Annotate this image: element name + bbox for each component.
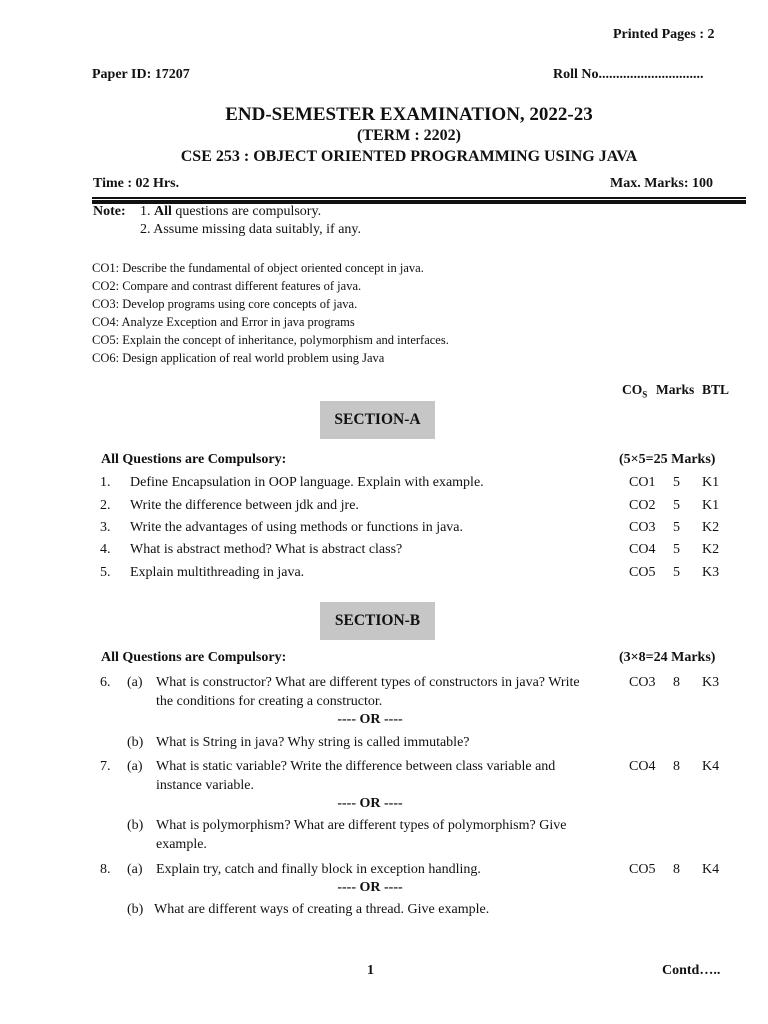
- or-divider: ---- OR ----: [337, 880, 403, 895]
- question-text: What is static variable? Write the difference between class variable and: [156, 759, 556, 774]
- question-number: 5.: [100, 565, 111, 580]
- question-btl: K2: [702, 542, 720, 557]
- or-divider: ---- OR ----: [337, 796, 403, 811]
- question-text: What is constructor? What are different types of constructors in java? Write: [156, 675, 580, 690]
- question-text: Explain multithreading in java.: [130, 565, 305, 580]
- question-btl: K4: [702, 862, 720, 877]
- question-part-label: (a): [127, 675, 143, 690]
- question-text-continued: the conditions for creating a constructor.: [156, 694, 383, 709]
- course-outcome: CO5: Explain the concept of inheritance, polymorphism and interfaces.: [92, 333, 449, 347]
- note-item-1: [140, 204, 321, 220]
- section-b-marks: (3×8=24 Marks): [619, 650, 716, 665]
- question-btl: K3: [702, 675, 720, 690]
- max-marks: Max. Marks: 100: [610, 176, 714, 191]
- course-title: CSE 253 : OBJECT ORIENTED PROGRAMMING USING JAVA: [180, 148, 638, 165]
- course-outcome: CO2: Compare and contrast different features of java.: [92, 279, 362, 293]
- note-item-text: Assume missing data suitably, if any.: [153, 222, 362, 237]
- divider-thick: [92, 200, 746, 204]
- printed-pages: Printed Pages : 2: [613, 27, 715, 42]
- question-btl: K2: [702, 520, 720, 535]
- section-a-instruction: All Questions are Compulsory:: [101, 452, 287, 467]
- question-btl: K1: [702, 475, 720, 490]
- note-item-text: questions are compulsory.: [171, 204, 322, 219]
- question-co: CO5: [629, 565, 656, 580]
- question-number: 6.: [100, 675, 111, 690]
- section-b-heading: SECTION-B: [320, 602, 435, 640]
- course-outcome: CO6: Design application of real world problem using Java: [92, 351, 385, 365]
- section-a-heading: SECTION-A: [320, 401, 435, 439]
- section-b-instruction: All Questions are Compulsory:: [101, 650, 287, 665]
- question-btl: K3: [702, 565, 720, 580]
- question-co: CO1: [629, 475, 656, 490]
- question-text: What is String in java? Why string is called immutable?: [156, 735, 470, 750]
- note-item-emphasis: All: [154, 204, 172, 219]
- page-number: 1: [367, 963, 374, 978]
- divider-thin: [92, 197, 746, 199]
- exam-time: Time : 02 Hrs.: [93, 176, 180, 191]
- question-part-label: (b): [127, 818, 144, 833]
- question-text: What is abstract method? What is abstract class?: [130, 542, 403, 557]
- question-co: CO3: [629, 520, 656, 535]
- question-text: What is polymorphism? What are different types of polymorphism? Give: [156, 818, 567, 833]
- question-co: CO4: [629, 759, 656, 774]
- question-co: CO5: [629, 862, 656, 877]
- question-co: CO4: [629, 542, 656, 557]
- question-text: What are different ways of creating a thread. Give example.: [154, 902, 490, 917]
- question-part-label: (a): [127, 759, 143, 774]
- course-outcome: CO4: Analyze Exception and Error in java programs: [92, 315, 355, 329]
- question-marks: 5: [673, 565, 680, 580]
- note-item-num: 1.: [140, 204, 151, 219]
- continued-label: Contd…..: [662, 963, 721, 978]
- question-number: 7.: [100, 759, 111, 774]
- question-part-label: (a): [127, 862, 143, 877]
- note-label: Note:: [93, 204, 126, 219]
- course-outcome: CO1: Describe the fundamental of object oriented concept in java.: [92, 261, 424, 275]
- question-marks: 5: [673, 498, 680, 513]
- roll-no: Roll No..............................: [553, 67, 704, 82]
- question-btl: K1: [702, 498, 720, 513]
- question-co: CO3: [629, 675, 656, 690]
- question-text: Write the difference between jdk and jre.: [130, 498, 359, 513]
- question-co: CO2: [629, 498, 656, 513]
- exam-title: END-SEMESTER EXAMINATION, 2022-23: [225, 104, 593, 125]
- section-a-marks: (5×5=25 Marks): [619, 452, 716, 467]
- question-text: Define Encapsulation in OOP language. Explain with example.: [130, 475, 484, 490]
- question-marks: 5: [673, 475, 680, 490]
- question-marks: 8: [673, 759, 680, 774]
- question-number: 2.: [100, 498, 111, 513]
- question-part-label: (b): [127, 902, 144, 917]
- or-divider: ---- OR ----: [337, 712, 403, 727]
- question-number: 1.: [100, 475, 111, 490]
- column-header-btl: BTL: [702, 382, 730, 397]
- question-text: Write the advantages of using methods or functions in java.: [130, 520, 464, 535]
- question-btl: K4: [702, 759, 720, 774]
- column-header-marks: Marks: [656, 382, 695, 397]
- question-marks: 5: [673, 520, 680, 535]
- question-text-continued: example.: [156, 837, 207, 852]
- paper-id: Paper ID: 17207: [92, 67, 190, 82]
- question-number: 3.: [100, 520, 111, 535]
- column-header-cos: $CO_S$: [622, 382, 648, 400]
- note-item-num: 2.: [140, 222, 151, 237]
- question-marks: 8: [673, 675, 680, 690]
- question-part-label: (b): [127, 735, 144, 750]
- question-marks: 8: [673, 862, 680, 877]
- question-number: 8.: [100, 862, 111, 877]
- question-text: Explain try, catch and finally block in exception handling.: [156, 862, 481, 877]
- question-number: 4.: [100, 542, 111, 557]
- exam-term: (TERM : 2202): [357, 127, 461, 144]
- question-marks: 5: [673, 542, 680, 557]
- note-item-2: [140, 222, 361, 238]
- course-outcome: CO3: Develop programs using core concepts of java.: [92, 297, 358, 311]
- question-text-continued: instance variable.: [156, 778, 254, 793]
